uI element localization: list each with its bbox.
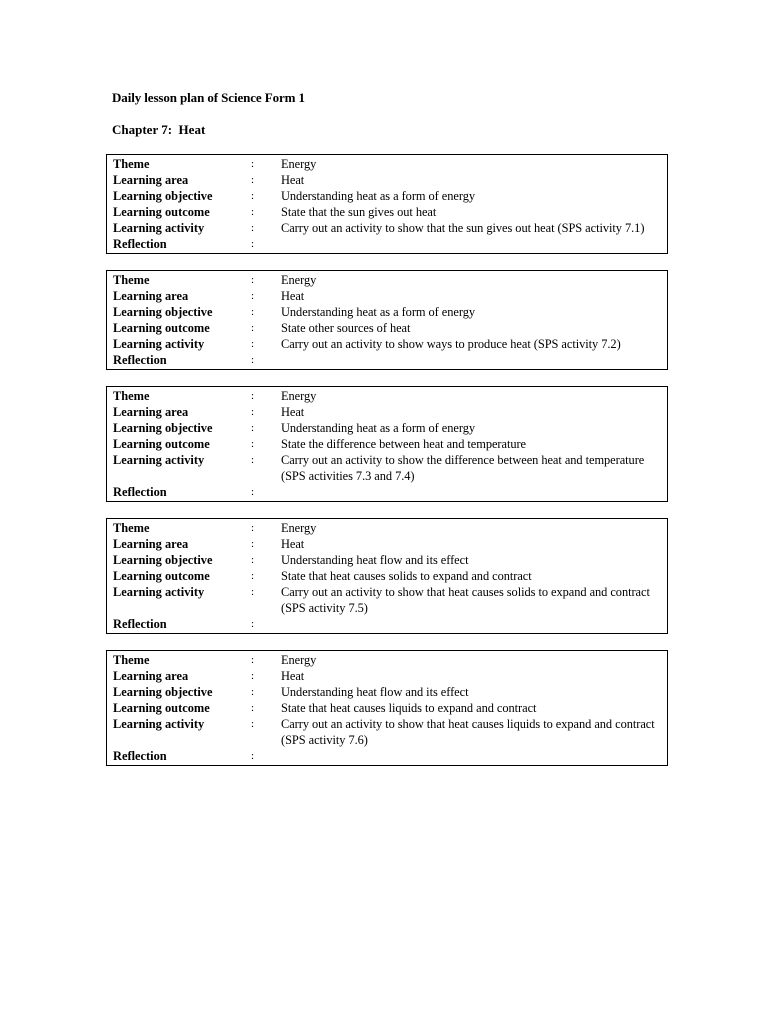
field-value-learning-objective: Understanding heat flow and its effect — [281, 685, 469, 699]
field-label-learning-outcome: Learning outcome — [113, 437, 210, 451]
field-separator: : — [251, 338, 255, 350]
field-separator: : — [251, 238, 255, 250]
field-value-theme: Energy — [281, 273, 317, 287]
lesson-plan-box — [106, 154, 668, 254]
field-label-learning-activity: Learning activity — [113, 453, 205, 467]
field-value-theme: Energy — [281, 521, 317, 535]
document-title: Daily lesson plan of Science Form 1 — [112, 90, 305, 105]
lesson-plan-box — [106, 386, 668, 502]
field-label-theme: Theme — [113, 157, 150, 171]
field-separator: : — [251, 306, 255, 318]
field-separator: : — [251, 538, 255, 550]
field-row-learning-activity — [113, 452, 667, 484]
field-label-learning-area: Learning area — [113, 669, 189, 683]
field-value-learning-activity: Carry out an activity to show ways to produce heat (SPS activity 7.2) — [281, 337, 621, 351]
field-separator: : — [251, 570, 255, 582]
field-value-learning-activity: Carry out an activity to show the difference between heat and temperature (SPS activities 7.3 and 7.4) — [281, 453, 645, 483]
field-row-reflection — [113, 352, 667, 368]
lesson-plan-box — [106, 270, 668, 370]
field-value-theme: Energy — [281, 157, 317, 171]
field-separator: : — [251, 190, 255, 202]
field-label-learning-area: Learning area — [113, 537, 189, 551]
field-value-learning-area: Heat — [281, 405, 305, 419]
field-label-learning-outcome: Learning outcome — [113, 205, 210, 219]
field-separator: : — [251, 438, 255, 450]
field-separator: : — [251, 486, 255, 498]
field-label-reflection: Reflection — [113, 237, 167, 251]
field-label-learning-activity: Learning activity — [113, 717, 205, 731]
field-separator: : — [251, 158, 255, 170]
field-label-learning-objective: Learning objective — [113, 421, 213, 435]
field-value-learning-activity: Carry out an activity to show that the sun gives out heat (SPS activity 7.1) — [281, 221, 645, 235]
field-label-learning-activity: Learning activity — [113, 337, 205, 351]
field-row-learning-outcome — [113, 204, 667, 220]
field-label-learning-area: Learning area — [113, 173, 189, 187]
field-row-learning-area — [113, 536, 667, 552]
field-separator: : — [251, 206, 255, 218]
field-row-learning-activity — [113, 220, 667, 236]
field-separator: : — [251, 290, 255, 302]
field-row-reflection — [113, 616, 667, 632]
field-row-theme — [113, 156, 667, 172]
field-row-learning-area — [113, 288, 667, 304]
field-value-learning-area: Heat — [281, 289, 305, 303]
lesson-plan-box — [106, 650, 668, 766]
field-value-learning-outcome: State that the sun gives out heat — [281, 205, 437, 219]
field-value-learning-activity: Carry out an activity to show that heat causes liquids to expand and contract (SPS activity 7.6) — [281, 717, 655, 747]
field-row-learning-outcome — [113, 700, 667, 716]
field-separator: : — [251, 670, 255, 682]
field-separator: : — [251, 454, 255, 466]
field-value-learning-area: Heat — [281, 669, 305, 683]
field-label-learning-area: Learning area — [113, 289, 189, 303]
field-separator: : — [251, 274, 255, 286]
field-value-learning-activity: Carry out an activity to show that heat causes solids to expand and contract (SPS activity 7.5) — [281, 585, 650, 615]
field-row-learning-outcome — [113, 568, 667, 584]
lesson-plan-box — [106, 518, 668, 634]
field-label-learning-activity: Learning activity — [113, 585, 205, 599]
field-row-theme — [113, 652, 667, 668]
field-row-learning-outcome — [113, 320, 667, 336]
field-value-learning-area: Heat — [281, 173, 305, 187]
field-row-theme — [113, 520, 667, 536]
field-separator: : — [251, 174, 255, 186]
field-separator: : — [251, 654, 255, 666]
field-row-learning-objective — [113, 420, 667, 436]
field-label-theme: Theme — [113, 273, 150, 287]
field-value-theme: Energy — [281, 389, 317, 403]
field-separator: : — [251, 686, 255, 698]
field-label-reflection: Reflection — [113, 749, 167, 763]
field-row-reflection — [113, 236, 667, 252]
field-row-learning-area — [113, 172, 667, 188]
field-separator: : — [251, 222, 255, 234]
field-separator: : — [251, 390, 255, 402]
field-value-theme: Energy — [281, 653, 317, 667]
field-row-theme — [113, 272, 667, 288]
field-separator: : — [251, 554, 255, 566]
lesson-plans — [106, 154, 668, 782]
field-row-reflection — [113, 748, 667, 764]
field-value-learning-area: Heat — [281, 537, 305, 551]
field-separator: : — [251, 522, 255, 534]
field-separator: : — [251, 718, 255, 730]
field-value-learning-objective: Understanding heat flow and its effect — [281, 553, 469, 567]
field-label-learning-objective: Learning objective — [113, 305, 213, 319]
field-separator: : — [251, 702, 255, 714]
field-value-learning-outcome: State the difference between heat and temperature — [281, 437, 527, 451]
field-separator: : — [251, 354, 255, 366]
field-label-learning-outcome: Learning outcome — [113, 321, 210, 335]
field-separator: : — [251, 586, 255, 598]
field-separator: : — [251, 750, 255, 762]
field-value-learning-outcome: State that heat causes solids to expand and contract — [281, 569, 532, 583]
chapter-title: Chapter 7: Heat — [112, 122, 206, 137]
field-separator: : — [251, 422, 255, 434]
field-label-reflection: Reflection — [113, 617, 167, 631]
field-row-learning-objective — [113, 684, 667, 700]
field-label-learning-outcome: Learning outcome — [113, 569, 210, 583]
field-row-learning-objective — [113, 552, 667, 568]
field-value-learning-outcome: State other sources of heat — [281, 321, 411, 335]
field-row-learning-activity — [113, 336, 667, 352]
field-label-theme: Theme — [113, 653, 150, 667]
field-value-learning-objective: Understanding heat as a form of energy — [281, 305, 475, 319]
field-label-reflection: Reflection — [113, 485, 167, 499]
field-row-learning-activity — [113, 716, 667, 748]
field-label-learning-objective: Learning objective — [113, 189, 213, 203]
field-row-reflection — [113, 484, 667, 500]
field-separator: : — [251, 322, 255, 334]
field-value-learning-objective: Understanding heat as a form of energy — [281, 421, 475, 435]
field-row-learning-outcome — [113, 436, 667, 452]
field-label-learning-outcome: Learning outcome — [113, 701, 210, 715]
field-row-learning-objective — [113, 304, 667, 320]
field-row-learning-area — [113, 668, 667, 684]
field-value-learning-objective: Understanding heat as a form of energy — [281, 189, 475, 203]
field-label-reflection: Reflection — [113, 353, 167, 367]
field-label-theme: Theme — [113, 521, 150, 535]
field-label-learning-objective: Learning objective — [113, 685, 213, 699]
field-value-learning-outcome: State that heat causes liquids to expand and contract — [281, 701, 537, 715]
field-row-theme — [113, 388, 667, 404]
field-label-learning-area: Learning area — [113, 405, 189, 419]
field-row-learning-objective — [113, 188, 667, 204]
field-label-learning-activity: Learning activity — [113, 221, 205, 235]
field-row-learning-area — [113, 404, 667, 420]
field-row-learning-activity — [113, 584, 667, 616]
field-separator: : — [251, 406, 255, 418]
field-separator: : — [251, 618, 255, 630]
field-label-learning-objective: Learning objective — [113, 553, 213, 567]
field-label-theme: Theme — [113, 389, 150, 403]
